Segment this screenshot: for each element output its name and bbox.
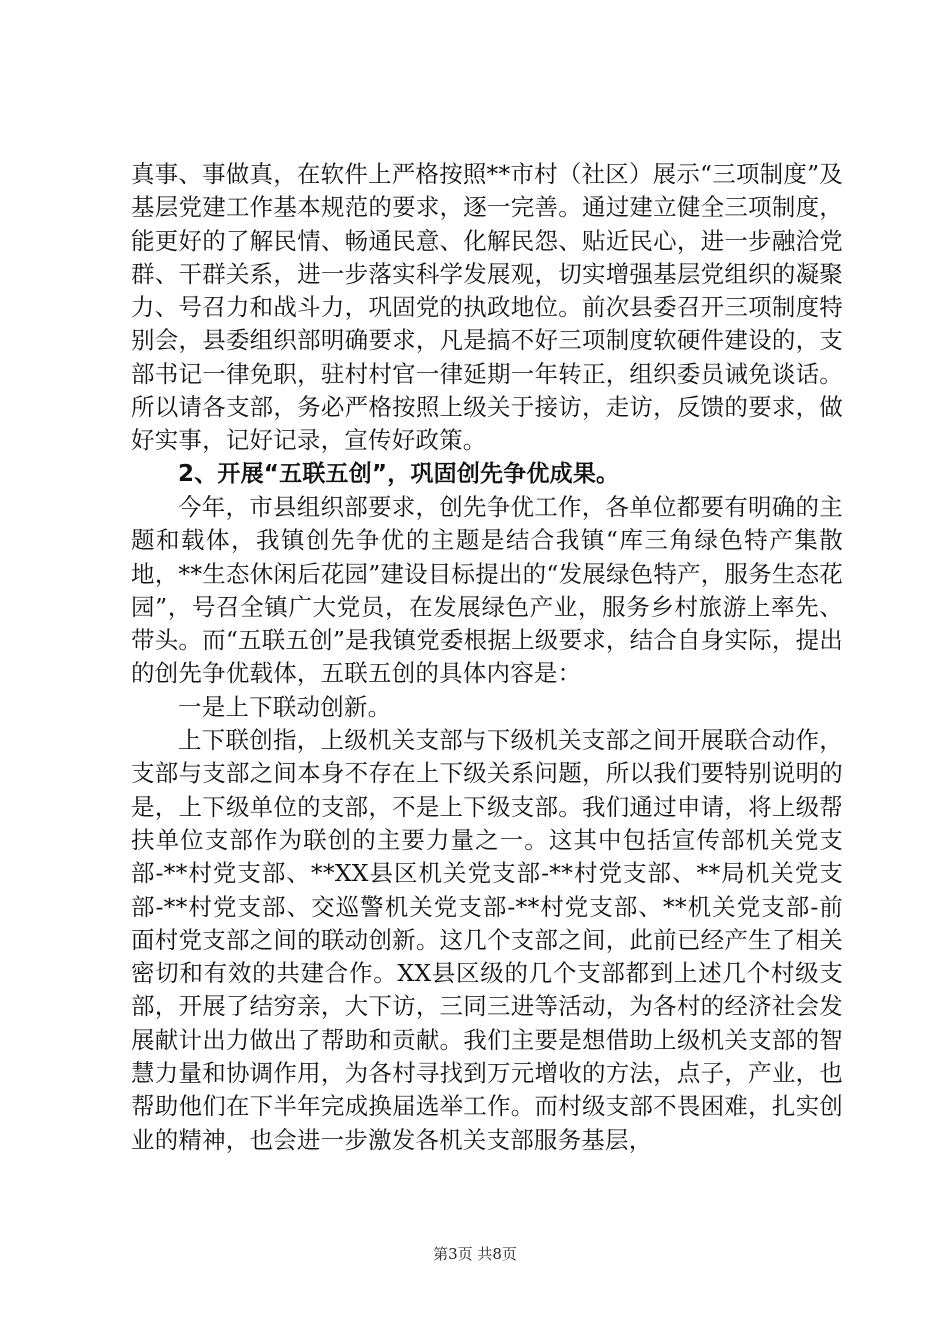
page-footer: 第3页 共8页 — [433, 1245, 517, 1263]
paragraph-subheading: 一是上下联动创新。 — [178, 692, 392, 721]
paragraph-detail: 上下联创指，上级机关支部与下级机关支部之间开展联合动作，支部与支部之间本身不存在上下级关系问题，所以我们要特别说明的是，上下级单位的支部，不是上下级支部。我们通过申请，将上级帮扶单位支部作为联创的主要力量之一。这其中包括宣传部机关党支部-**村党支部、**XX县区机关党支部-**村党支部、**局机关党支部-**村党支部、交巡警机关党支部-**村党支部、**机关党支部-前面村党支部之间的联动创新。这几个支部之间，此前已经产生了相关密切和有效的共建合作。XX县区级的几个支部都到上述几个村级支部，开展了结穷亲，大下访，三同三进等活动，为各村的经济社会发展献计出力做出了帮助和贡献。我们主要是想借助上级机关支部的智慧力量和协调作用，为各村寻找到万元增收的方法，点子，产业，也帮助他们在下半年完成换届选举工作。而村级支部不畏困难，扎实创业的精神，也会进一步激发各机关支部服务基层， — [131, 726, 843, 1154]
document-body — [131, 158, 843, 1157]
paragraph-intro: 今年，市县组织部要求，创先争优工作，各单位都要有明确的主题和载体，我镇创先争优的主题是结合我镇“库三角绿色特产集散地，**生态休闲后花园”建设目标提出的“发展绿色特产，服务生态花园”，号召全镇广大党员，在发展绿色产业，服务乡村旅游上率先、带头。而“五联五创”是我镇党委根据上级要求，结合自身实际，提出的创先争优载体，五联五创的具体内容是： — [131, 492, 843, 688]
paragraph-continuation: 真事、事做真，在软件上严格按照**市村（社区）展示“三项制度”及基层党建工作基本规范的要求，逐一完善。通过建立健全三项制度，能更好的了解民情、畅通民意、化解民怨、贴近民心，进一步融洽党群、干群关系，进一步落实科学发展观，切实增强基层党组织的凝聚力、号召力和战斗力，巩固党的执政地位。前次县委召开三项制度特别会，县委组织部明确要求，凡是搞不好三项制度软硬件建设的，支部书记一律免职，驻村村官一律延期一年转正，组织委员诫免谈话。所以请各支部，务必严格按照上级关于接访，走访，反馈的要求，做好实事，记好记录，宣传好政策。 — [131, 160, 843, 455]
section-heading: 2、开展“五联五创”，巩固创先争优成果。 — [178, 460, 620, 487]
